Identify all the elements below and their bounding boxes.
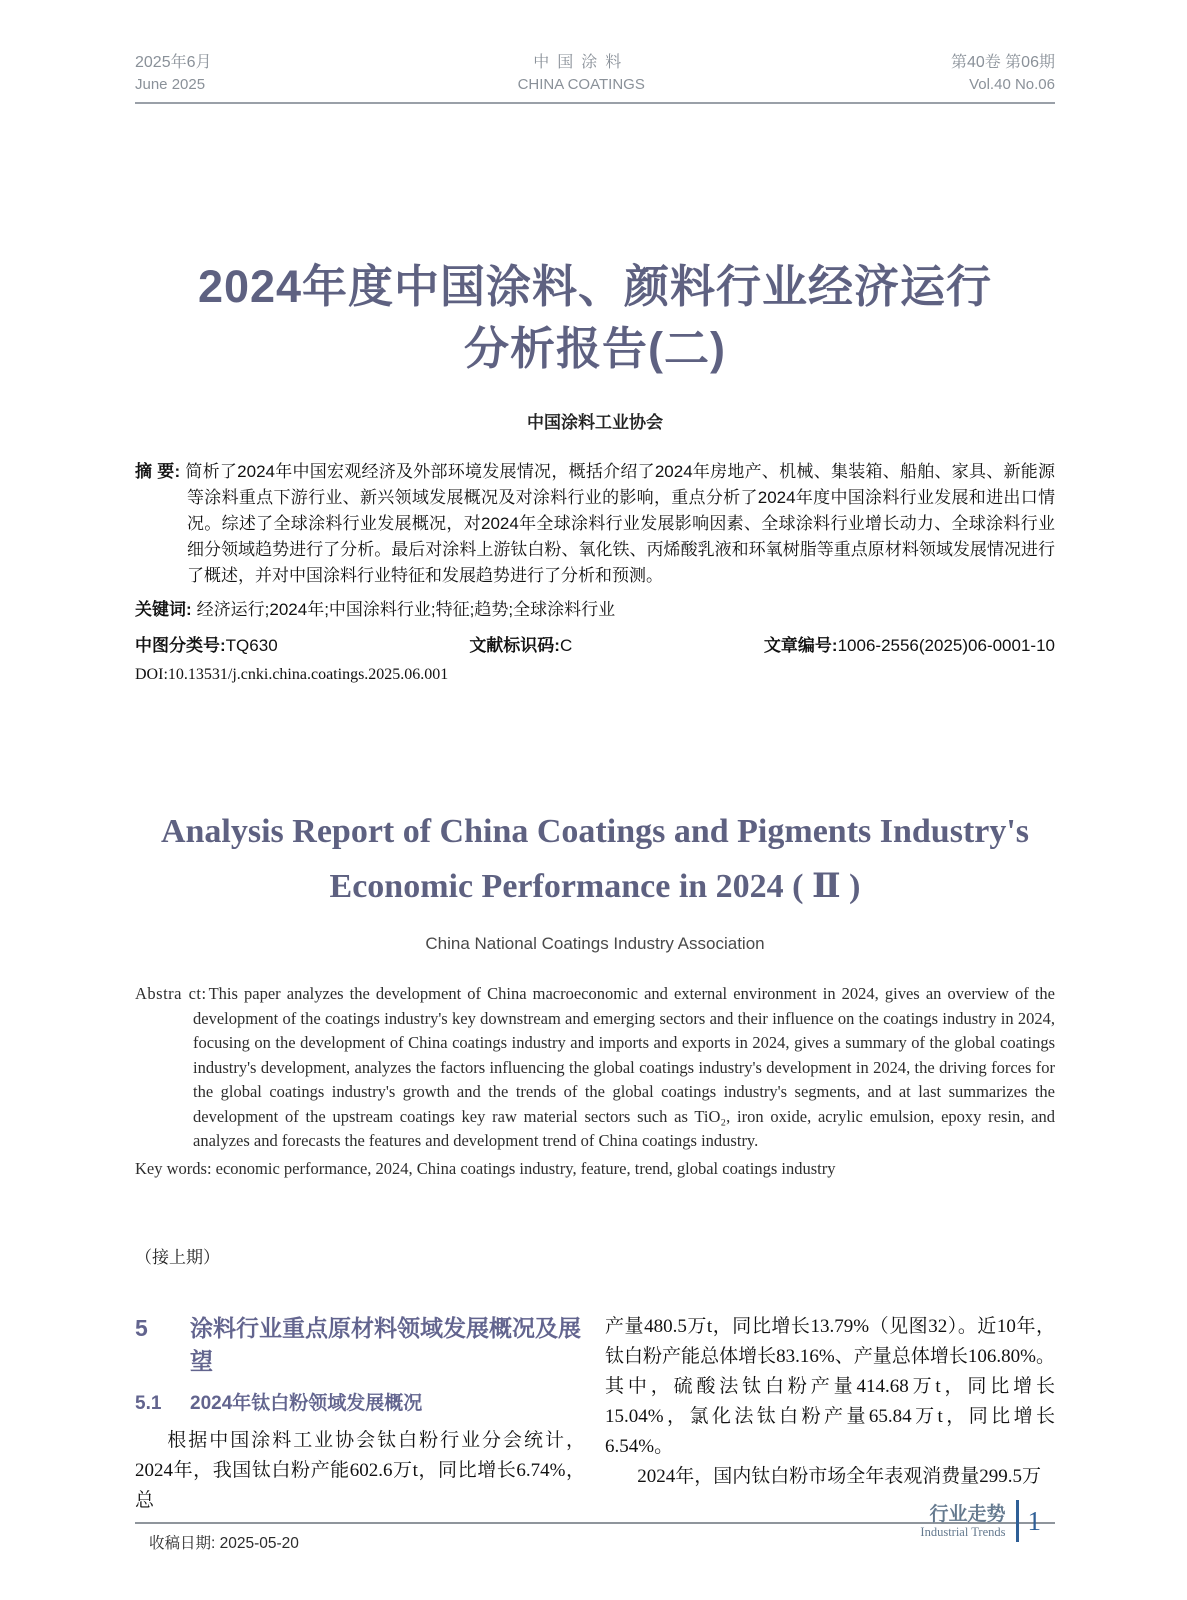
clc-value: TQ630 (225, 636, 278, 655)
document-code (469, 631, 572, 656)
author-en: China National Coatings Industry Association (425, 934, 765, 953)
body-columns (135, 1312, 1055, 1516)
header-journal-en: CHINA COATINGS (517, 76, 645, 93)
classification-row (135, 631, 1055, 656)
header-issue-cn: 第40卷 第06期 (950, 54, 1055, 71)
body-column-left (135, 1312, 585, 1516)
section-5-title: 涂料行业重点原材料领域发展概况及展望 (190, 1315, 581, 1374)
keywords-en-text: economic performance, 2024, China coatings industry, feature, trend, global coatings industry (215, 1158, 836, 1178)
page-number: 1 (1027, 1505, 1041, 1536)
paragraph-right-1: 产量480.5万t，同比增长13.79%（见图32）。近10年，钛白粉产能总体增长83.16%、产量总体增长106.80%。其中，硫酸法钛白粉产量414.68万t，同比增长15.04%，氯化法钛白粉产量65.84万t，同比增长6.54%。 (605, 1316, 1055, 1457)
article-title-cn (135, 256, 1055, 380)
section-5-1-number: 5.1 (135, 1393, 162, 1414)
footer-column-cn: 行业走势 (929, 1503, 1006, 1525)
footer-divider-bar (1016, 1500, 1019, 1542)
footer-column-label (920, 1504, 1005, 1539)
document-code-label: 文献标识码: (469, 636, 560, 655)
keywords-en-label: Key words: (135, 1158, 212, 1178)
keywords-cn-text: 经济运行;2024年;中国涂料行业;特征;趋势;全球涂料行业 (196, 600, 616, 619)
abstract-cn (135, 459, 1055, 589)
article-number (764, 631, 1055, 656)
keywords-cn (135, 597, 1055, 623)
section-5-heading (135, 1312, 585, 1378)
header-date-en: June 2025 (135, 76, 206, 93)
header-journal-name (518, 52, 645, 96)
body-column-right (605, 1312, 1055, 1516)
keywords-cn-label: 关键词: (135, 600, 192, 619)
document-code-value: C (559, 636, 573, 655)
header-date-cn: 2025年6月 (135, 54, 212, 71)
journal-running-head (135, 0, 1055, 104)
footer-column-en: Industrial Trends (920, 1524, 1006, 1539)
article-number-label: 文章编号: (763, 636, 838, 655)
paragraph-left: 根据中国涂料工业协会钛白粉行业分会统计，2024年，我国钛白粉产能602.6万t，同比增长6.74%，总 (135, 1430, 585, 1511)
keywords-en (135, 1157, 1055, 1182)
header-date (135, 52, 212, 96)
section-5-1-heading (135, 1390, 585, 1418)
abstract-cn-text: 简析了2024年中国宏观经济及外部环境发展情况，概括介绍了2024年房地产、机械、集装箱、船舶、家具、新能源等涂料重点下游行业、新兴领域发展概况及对涂料行业的影响，重点分析了2024年度中国涂料行业发展和进出口情况。综述了全球涂料行业发展概况，对2024年全球涂料行业发展影响因素、全球涂料行业增长动力、全球涂料行业细分领域趋势进行了分析。最后对涂料上游钛白粉、氧化铁、丙烯酸乳液和环氧树脂等重点原材料领域发展情况进行了概述，并对中国涂料行业特征和发展趋势进行了分析和预测。 (185, 462, 1055, 585)
received-date-value: 2025-05-20 (219, 1535, 299, 1552)
abstract-en-label: Abstra ct: (135, 984, 207, 1003)
abstract-cn-label: 摘 要: (135, 462, 181, 481)
article-number-value: 1006-2556(2025)06-0001-10 (837, 636, 1055, 655)
author-cn: 中国涂料工业协会 (527, 413, 663, 432)
header-issue (951, 52, 1055, 96)
article-title-cn-line1: 2024年度中国涂料、颜料行业经济运行 (197, 261, 993, 312)
received-date (135, 1524, 1055, 1553)
section-5-1-title: 2024年钛白粉领域发展概况 (190, 1393, 423, 1414)
article-title-en (135, 804, 1055, 914)
received-date-label: 收稿日期: (149, 1535, 216, 1552)
clc-number (135, 631, 278, 656)
continued-note: （接上期） (135, 1248, 220, 1267)
article-title-en-line1: Analysis Report of China Coatings and Pigments Industry's (160, 813, 1030, 850)
abstract-en-text: This paper analyzes the development of China macroeconomic and external environment in 2024, gives an overview of the development of the coatings industry's key downstream and emerging sectors and their influence on the coatings industry in 2024, focusing on the development of China coatings industry and imports and exports in 2024, gives a summary of the global coatings industry's development, analyzes the factors influencing the global coatings industry's development in 2024, the driving forces for the global coatings industry's growth and the trends of the global coatings industry's segments, and at last summarizes the development of the upstream coatings key raw material sectors such as TiO₂, iron oxide, acrylic emulsion, epoxy resin, and analyzes and forecasts the features and development trend of China coatings industry. (193, 984, 1056, 1150)
article-title-cn-line2: 分析报告(二) (464, 323, 726, 374)
clc-label: 中图分类号: (135, 636, 226, 655)
page-footer (920, 1500, 1041, 1542)
section-5-number: 5 (135, 1315, 148, 1341)
paragraph-right-2: 2024年，国内钛白粉市场全年表观消费量299.5万 (637, 1466, 1042, 1487)
abstract-en (135, 982, 1055, 1154)
doi: DOI:10.13531/j.cnki.china.coatings.2025.06.001 (135, 666, 449, 683)
article-title-en-line2: Economic Performance in 2024 ( Ⅱ ) (329, 868, 861, 905)
header-journal-cn: 中国涂料 (533, 54, 630, 71)
header-issue-en: Vol.40 No.06 (969, 76, 1055, 93)
